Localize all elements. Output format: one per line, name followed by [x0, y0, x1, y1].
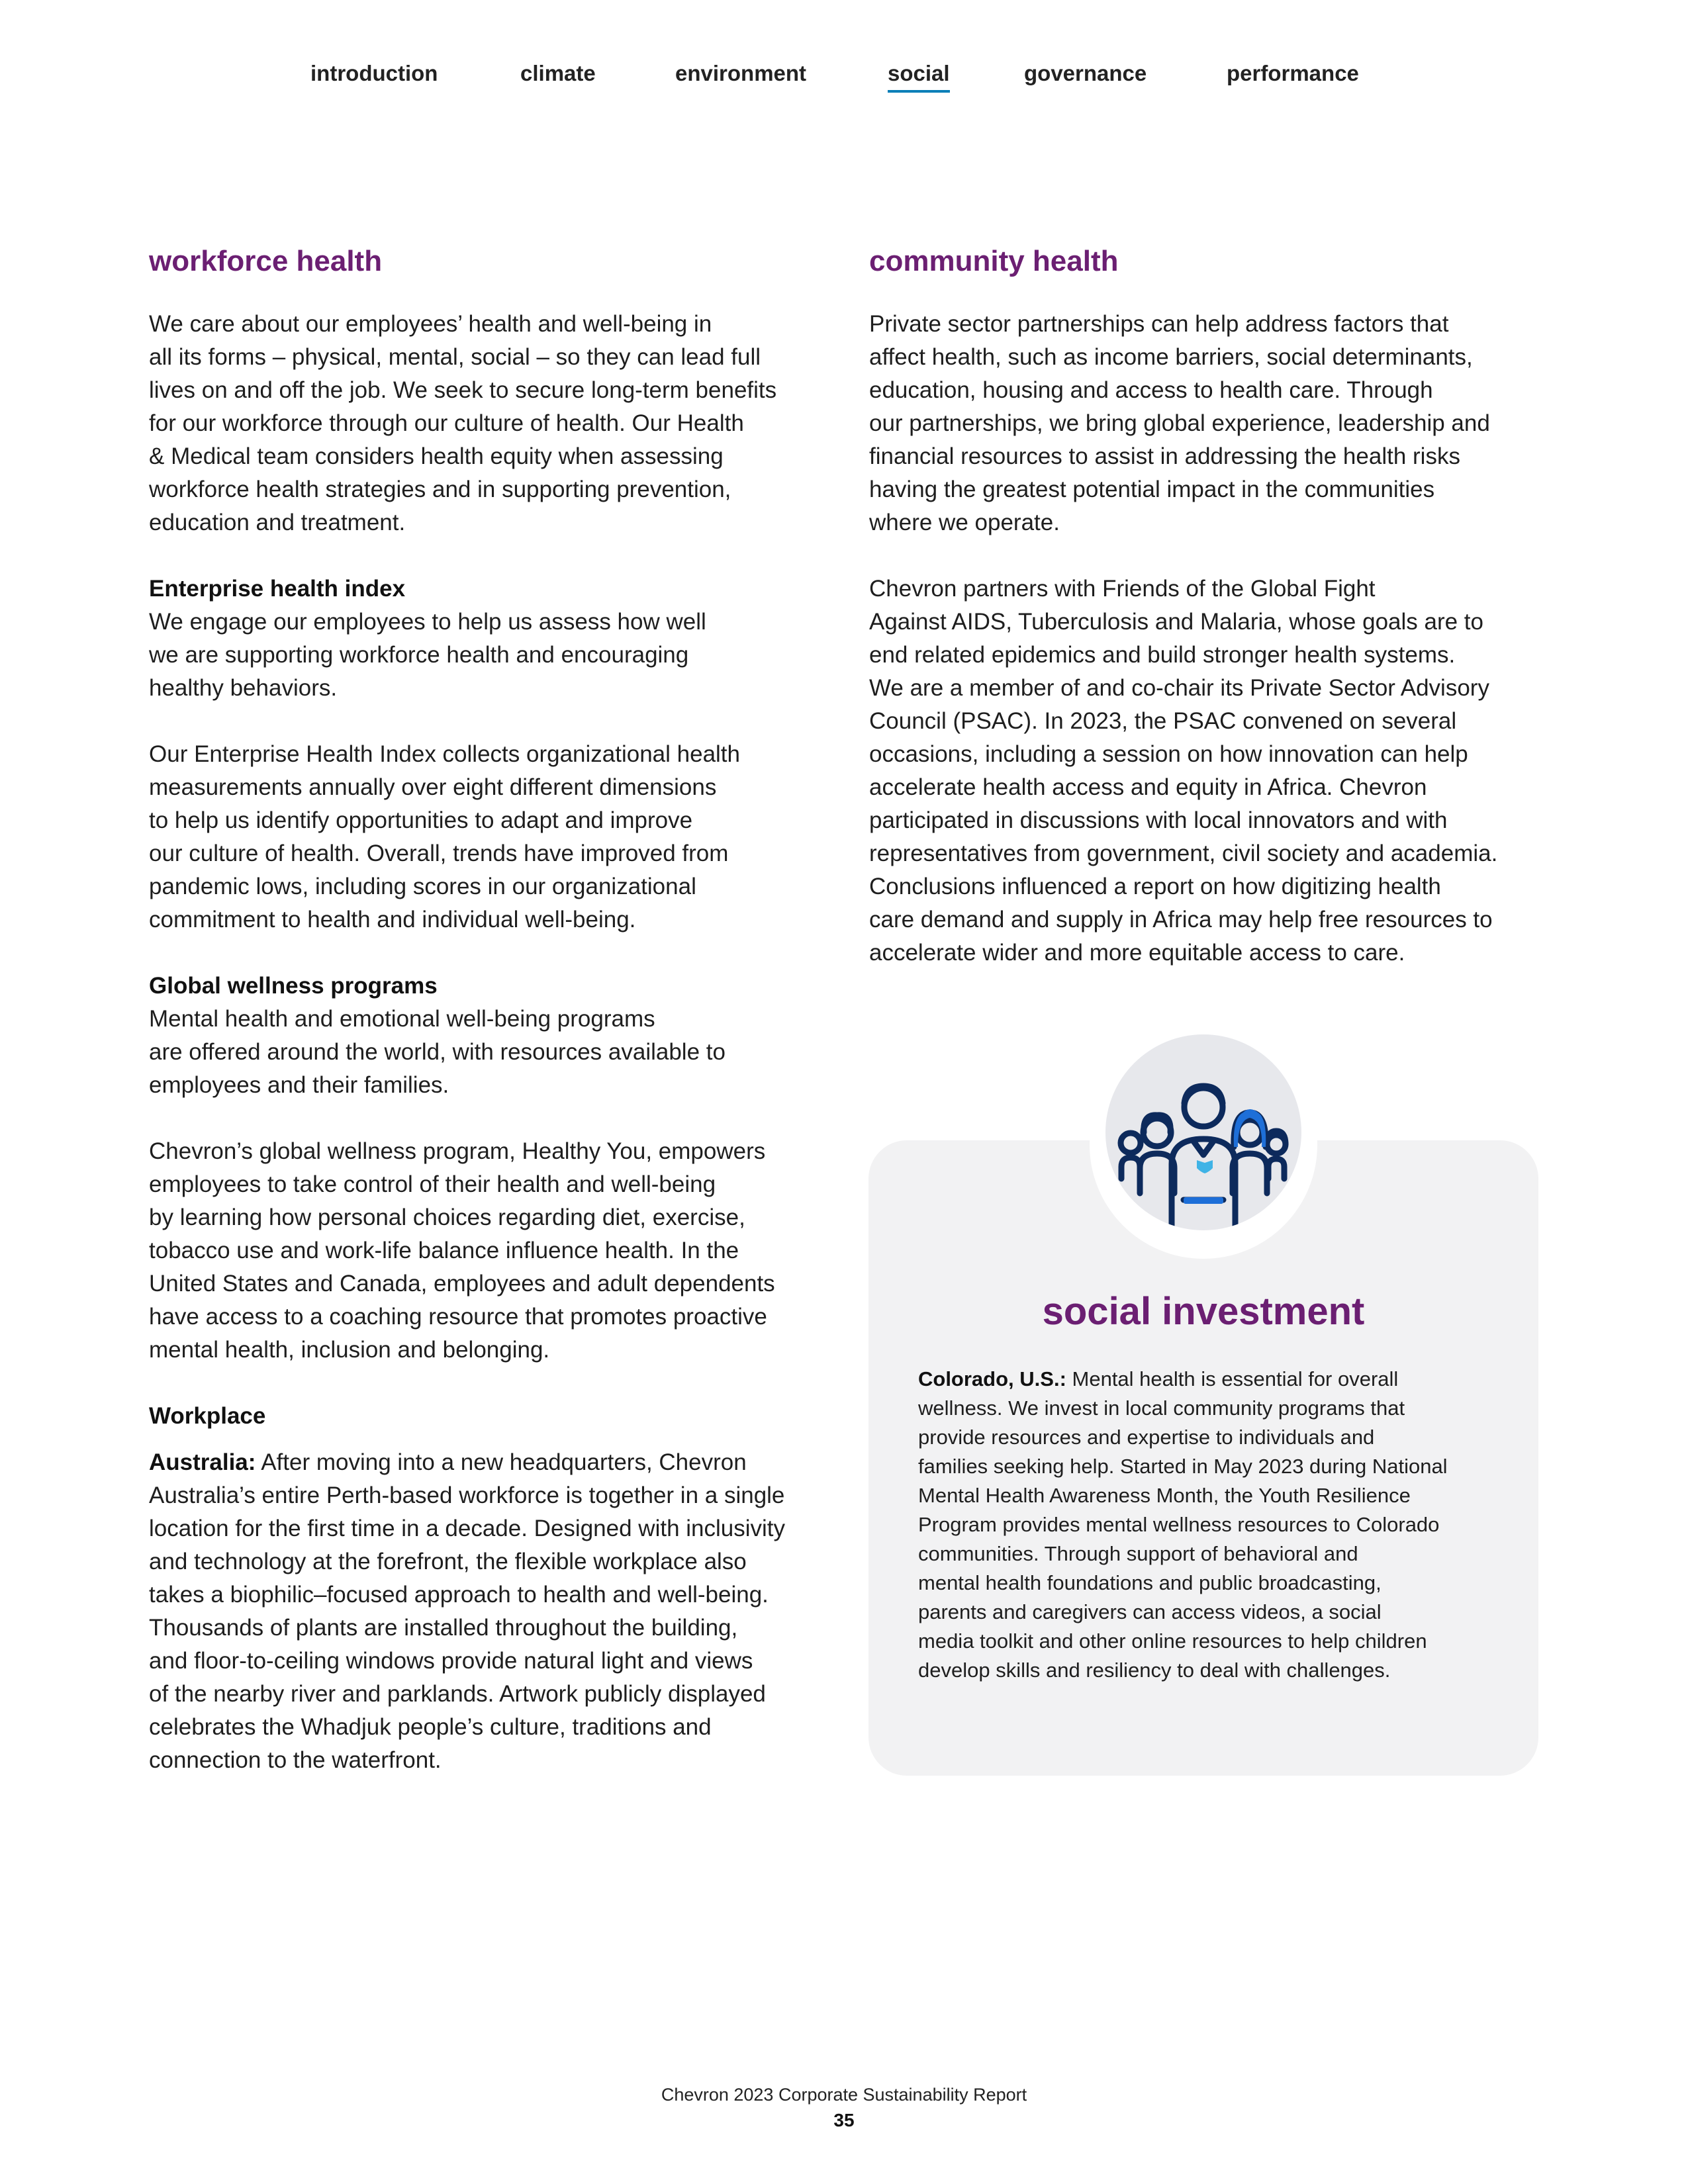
community-health-section	[869, 242, 1544, 1003]
nav-introduction[interactable]: introduction	[310, 61, 438, 85]
people-group-icon	[1105, 1034, 1301, 1230]
nav-environment[interactable]: environment	[675, 61, 807, 85]
workplace-text: After moving into a new headquarters, Chevron Australia’s entire Perth-based workforce is together in a single location for the first time in a decade. Designed with inclusivity and technology at the forefront, the flexible workplace also takes a biophilic–focused approach to health and well-being. Thousands of plants are installed throughout the building, and floor-to-ceiling windows provide natural light and views of the nearby river and parklands. Artwork publicly displayed celebrates the Whadjuk people’s culture, traditions and connection to the waterfront.	[149, 1449, 786, 1773]
nav-climate[interactable]: climate	[520, 61, 596, 85]
social-investment-text	[918, 1365, 1494, 1685]
global-wellness-heading: Global wellness programs	[149, 973, 438, 999]
workplace-location-label: Australia:	[149, 1449, 256, 1475]
enterprise-health-index-paragraph-1: We engage our employees to help us assess how well we are supporting workforce health and encouraging healthy behaviors.	[149, 609, 706, 701]
social-investment-title: social investment	[1042, 1290, 1365, 1333]
enterprise-health-index-heading: Enterprise health index	[149, 576, 406, 602]
footer-report-title: Chevron 2023 Corporate Sustainability Report	[661, 2085, 1027, 2105]
workforce-health-title: workforce health	[149, 245, 383, 277]
workplace-paragraph	[149, 1446, 824, 1777]
community-paragraph-1: Private sector partnerships can help address factors that affect health, such as income barriers, social determinants, education, housing and access to health care. Through our partnerships, we bring global experience, leadership and financial resources to assist in addressing the health risks having the greatest potential impact in the communities where we operate.	[869, 311, 1490, 535]
footer-page-number: 35	[833, 2110, 855, 2130]
social-investment-location-label: Colorado, U.S.:	[918, 1367, 1066, 1390]
workplace-heading: Workplace	[149, 1403, 266, 1429]
workforce-health-section	[149, 242, 824, 1810]
global-wellness-paragraph-2: Chevron’s global wellness program, Healthy You, empowers employees to take control of their health and well-being by learning how personal choices regarding diet, exercise, tobacco use and work-life balance influence health. In the United States and Canada, employees and adult dependents have access to a coaching resource that promotes proactive mental health, inclusion and belonging.	[149, 1138, 775, 1363]
nav-governance[interactable]: governance	[1024, 61, 1147, 85]
enterprise-health-index-paragraph-2: Our Enterprise Health Index collects organizational health measurements annually over eight different dimensions to help us identify opportunities to adapt and improve our culture of health. Overall, trends have improved from pandemic lows, including scores in our organizational commitment to health and individual well-being.	[149, 741, 740, 933]
nav-social[interactable]: social	[888, 61, 950, 93]
global-wellness-paragraph-1: Mental health and emotional well-being programs are offered around the world, with resources available to employees and their families.	[149, 1006, 726, 1098]
workforce-intro: We care about our employees’ health and well-being in all its forms – physical, mental, social – so they can lead full lives on and off the job. We seek to secure long-term benefits for our workforce through our culture of health. Our Health & Medical team considers health equity when assessing workforce health strategies and in supporting prevention, education and treatment.	[149, 311, 777, 535]
community-paragraph-2: Chevron partners with Friends of the Global Fight Against AIDS, Tuberculosis and Malaria, whose goals are to end related epidemics and build stronger health systems. We are a member of and co-chair its Private Sector Advisory Council (PSAC). In 2023, the PSAC convened on several occasions, including a session on how innovation can help accelerate health access and equity in Africa. Chevron participated in discussions with local innovators and with representatives from government, civil society and academia. Conclusions influenced a report on how digitizing health care demand and supply in Africa may help free resources to accelerate wider and more equitable access to care.	[869, 576, 1498, 966]
social-investment-body: Mental health is essential for overall wellness. We invest in local community programs that provide resources and expertise to individuals and families seeking help. Started in May 2023 during National Mental Health Awareness Month, the Youth Resilience Program provides mental wellness resources to Colorado communities. Through support of behavioral and mental health foundations and public broadcasting, parents and caregivers can access videos, a social media toolkit and other online resources to help children develop skills and resiliency to deal with challenges.	[918, 1367, 1448, 1682]
nav-performance[interactable]: performance	[1227, 61, 1359, 85]
top-navigation	[0, 61, 1688, 101]
community-health-title: community health	[869, 245, 1119, 277]
